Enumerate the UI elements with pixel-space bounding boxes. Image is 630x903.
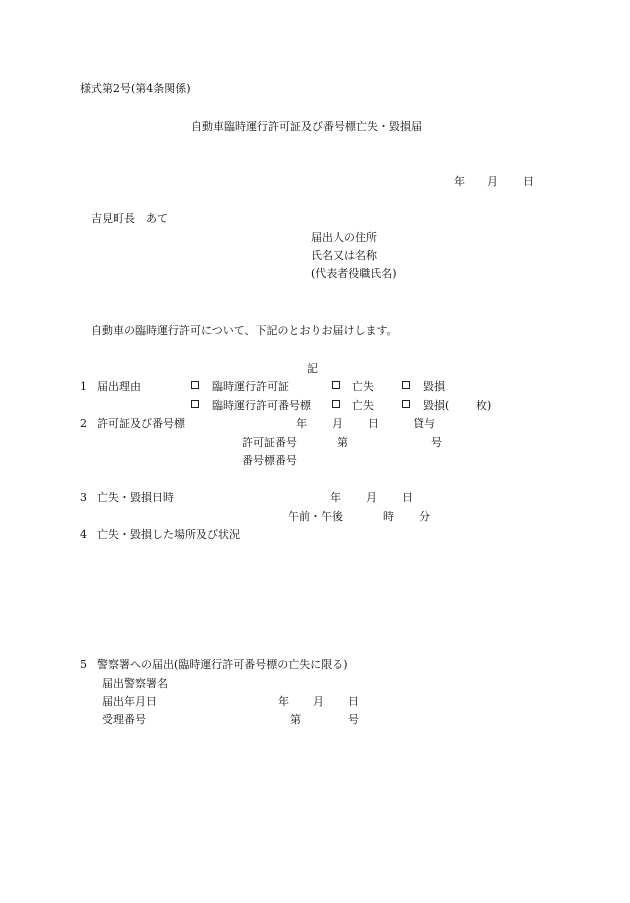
option-plate-lost: 亡失: [352, 399, 374, 412]
date-year-label: 年: [454, 175, 465, 188]
checkbox-number-plate[interactable]: [191, 400, 199, 408]
item2-year-label: 年: [296, 417, 307, 430]
item3-label: 亡失・毀損日時: [97, 491, 174, 504]
checkbox-plate-lost[interactable]: [332, 400, 340, 408]
addressee: 吉見町長 あて: [91, 212, 168, 225]
item5-number: 5: [80, 658, 87, 671]
police-station-label: 届出警察署名: [102, 677, 168, 690]
receipt-number-dai: 第: [290, 713, 301, 726]
checkbox-plate-damaged[interactable]: [402, 400, 410, 408]
permit-number-dai: 第: [337, 436, 348, 449]
checkbox-certificate-damaged[interactable]: [402, 381, 410, 389]
document-title: 自動車臨時運行許可証及び番号標亡失・毀損届: [191, 120, 422, 133]
item1-label: 届出理由: [97, 380, 141, 393]
item2-lend-label: 貸与: [413, 417, 435, 430]
plate-count-unit: 枚): [476, 399, 492, 412]
item5-label: 警察署への届出(臨時運行許可番号標の亡失に限る): [97, 658, 348, 671]
permit-number-label: 許可証番号: [242, 436, 297, 449]
item2-day-label: 日: [368, 417, 379, 430]
option-plate-damaged: 毀損(: [423, 399, 450, 412]
item5-year-label: 年: [278, 695, 289, 708]
checkbox-permit-certificate[interactable]: [191, 381, 199, 389]
item5-day-label: 日: [348, 695, 359, 708]
item3-day-label: 日: [402, 491, 413, 504]
item2-month-label: 月: [332, 417, 343, 430]
item1-number: 1: [80, 380, 87, 393]
item4-number: 4: [80, 528, 87, 541]
item3-month-label: 月: [366, 491, 377, 504]
item2-number: 2: [80, 417, 87, 430]
permit-number-go: 号: [431, 436, 442, 449]
option-certificate-damaged: 毀損: [423, 380, 445, 393]
date-month-label: 月: [487, 175, 498, 188]
plate-number-label: 番号標番号: [242, 454, 297, 467]
applicant-representative-label: (代表者役職氏名): [311, 267, 397, 280]
police-date-label: 届出年月日: [102, 695, 157, 708]
receipt-number-label: 受理番号: [102, 713, 146, 726]
item3-ampm-label: 午前・午後: [288, 510, 343, 523]
form-number: 様式第2号(第4条関係): [80, 82, 191, 95]
option-certificate-lost: 亡失: [352, 380, 374, 393]
item3-number: 3: [80, 491, 87, 504]
ki-heading: 記: [307, 362, 318, 375]
item3-hour-label: 時: [383, 510, 394, 523]
item3-year-label: 年: [330, 491, 341, 504]
receipt-number-go: 号: [348, 713, 359, 726]
item2-label: 許可証及び番号標: [97, 417, 185, 430]
applicant-name-label: 氏名又は名称: [311, 249, 377, 262]
applicant-address-label: 届出人の住所: [311, 231, 377, 244]
date-day-label: 日: [523, 175, 534, 188]
option-permit-certificate: 臨時運行許可証: [212, 380, 289, 393]
item5-month-label: 月: [313, 695, 324, 708]
item3-minute-label: 分: [419, 510, 430, 523]
checkbox-certificate-lost[interactable]: [332, 381, 340, 389]
option-number-plate: 臨時運行許可番号標: [212, 399, 311, 412]
item4-label: 亡失・毀損した場所及び状況: [97, 528, 240, 541]
intro-text: 自動車の臨時運行許可について、下記のとおりお届けします。: [91, 324, 398, 337]
